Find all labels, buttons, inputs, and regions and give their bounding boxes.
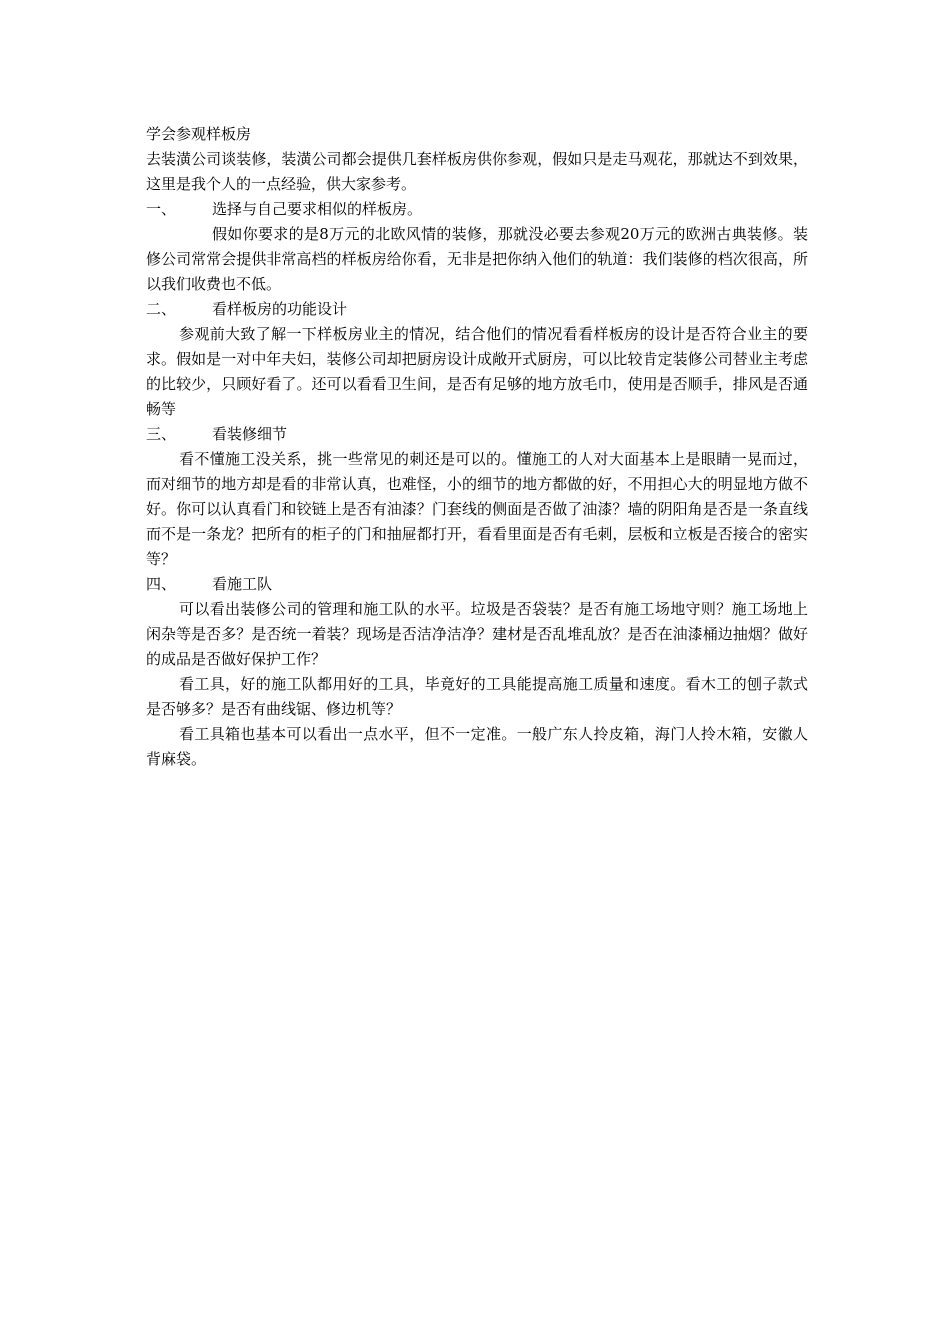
section-4-paragraph-2: 看工具，好的施工队都用好的工具，毕竟好的工具能提高施工质量和速度。看木工的刨子款式是否够多？是否有曲线锯、修边机等？ (146, 675, 808, 718)
section-2-heading (146, 297, 808, 322)
section-4-title: 看施工队 (212, 575, 273, 593)
section-3-title: 看装修细节 (212, 425, 288, 443)
section-1-title: 选择与自己要求相似的样板房。 (212, 200, 423, 218)
section-2-title: 看样板房的功能设计 (212, 300, 348, 318)
section-3-number: 三、 (146, 425, 177, 443)
section-1-number: 一、 (146, 200, 177, 218)
section-4-heading (146, 572, 808, 597)
section-1-paragraph-1: 假如你要求的是8万元的北欧风情的装修，那就没必要去参观20万元的欧洲古典装修。装修公司常常会提供非常高档的样板房给你看，无非是把你纳入他们的轨道：我们装修的档次很高，所以我们收费也不低。 (146, 225, 808, 293)
section-1-heading (146, 197, 808, 222)
section-3-paragraph-1: 看不懂施工没关系，挑一些常见的刺还是可以的。懂施工的人对大面基本上是眼睛一晃而过，而对细节的地方却是看的非常认真，也难怪，小的细节的地方都做的好，不用担心大的明显地方做不好。你可以认真看门和铰链上是否有油漆？门套线的侧面是否做了油漆？墙的阴阳角是否是一条直线而不是一条龙？把所有的柜子的门和抽屉都打开，看看里面是否有毛刺，层板和立板是否接合的密实等？ (146, 450, 808, 568)
document-body (146, 122, 808, 772)
section-4-number: 四、 (146, 575, 177, 593)
intro-paragraph: 去装潢公司谈装修，装潢公司都会提供几套样板房供你参观，假如只是走马观花，那就达不到效果，这里是我个人的一点经验，供大家参考。 (146, 150, 808, 193)
section-4-paragraph-3: 看工具箱也基本可以看出一点水平，但不一定准。一般广东人拎皮箱，海门人拎木箱，安徽人背麻袋。 (146, 725, 808, 768)
document-title: 学会参观样板房 (146, 125, 252, 143)
section-3-heading (146, 422, 808, 447)
section-4-paragraph-1: 可以看出装修公司的管理和施工队的水平。垃圾是否袋装？是否有施工场地守则？施工场地上闲杂等是否多？是否统一着装？现场是否洁净洁净？建材是否乱堆乱放？是否在油漆桶边抽烟？做好的成品是否做好保护工作？ (146, 600, 808, 668)
section-2-number: 二、 (146, 300, 177, 318)
section-2-paragraph-1: 参观前大致了解一下样板房业主的情况，结合他们的情况看看样板房的设计是否符合业主的要求。假如是一对中年夫妇，装修公司却把厨房设计成敞开式厨房，可以比较肯定装修公司替业主考虑的比较少，只顾好看了。还可以看看卫生间，是否有足够的地方放毛巾，使用是否顺手，排风是否通畅等 (146, 325, 808, 418)
